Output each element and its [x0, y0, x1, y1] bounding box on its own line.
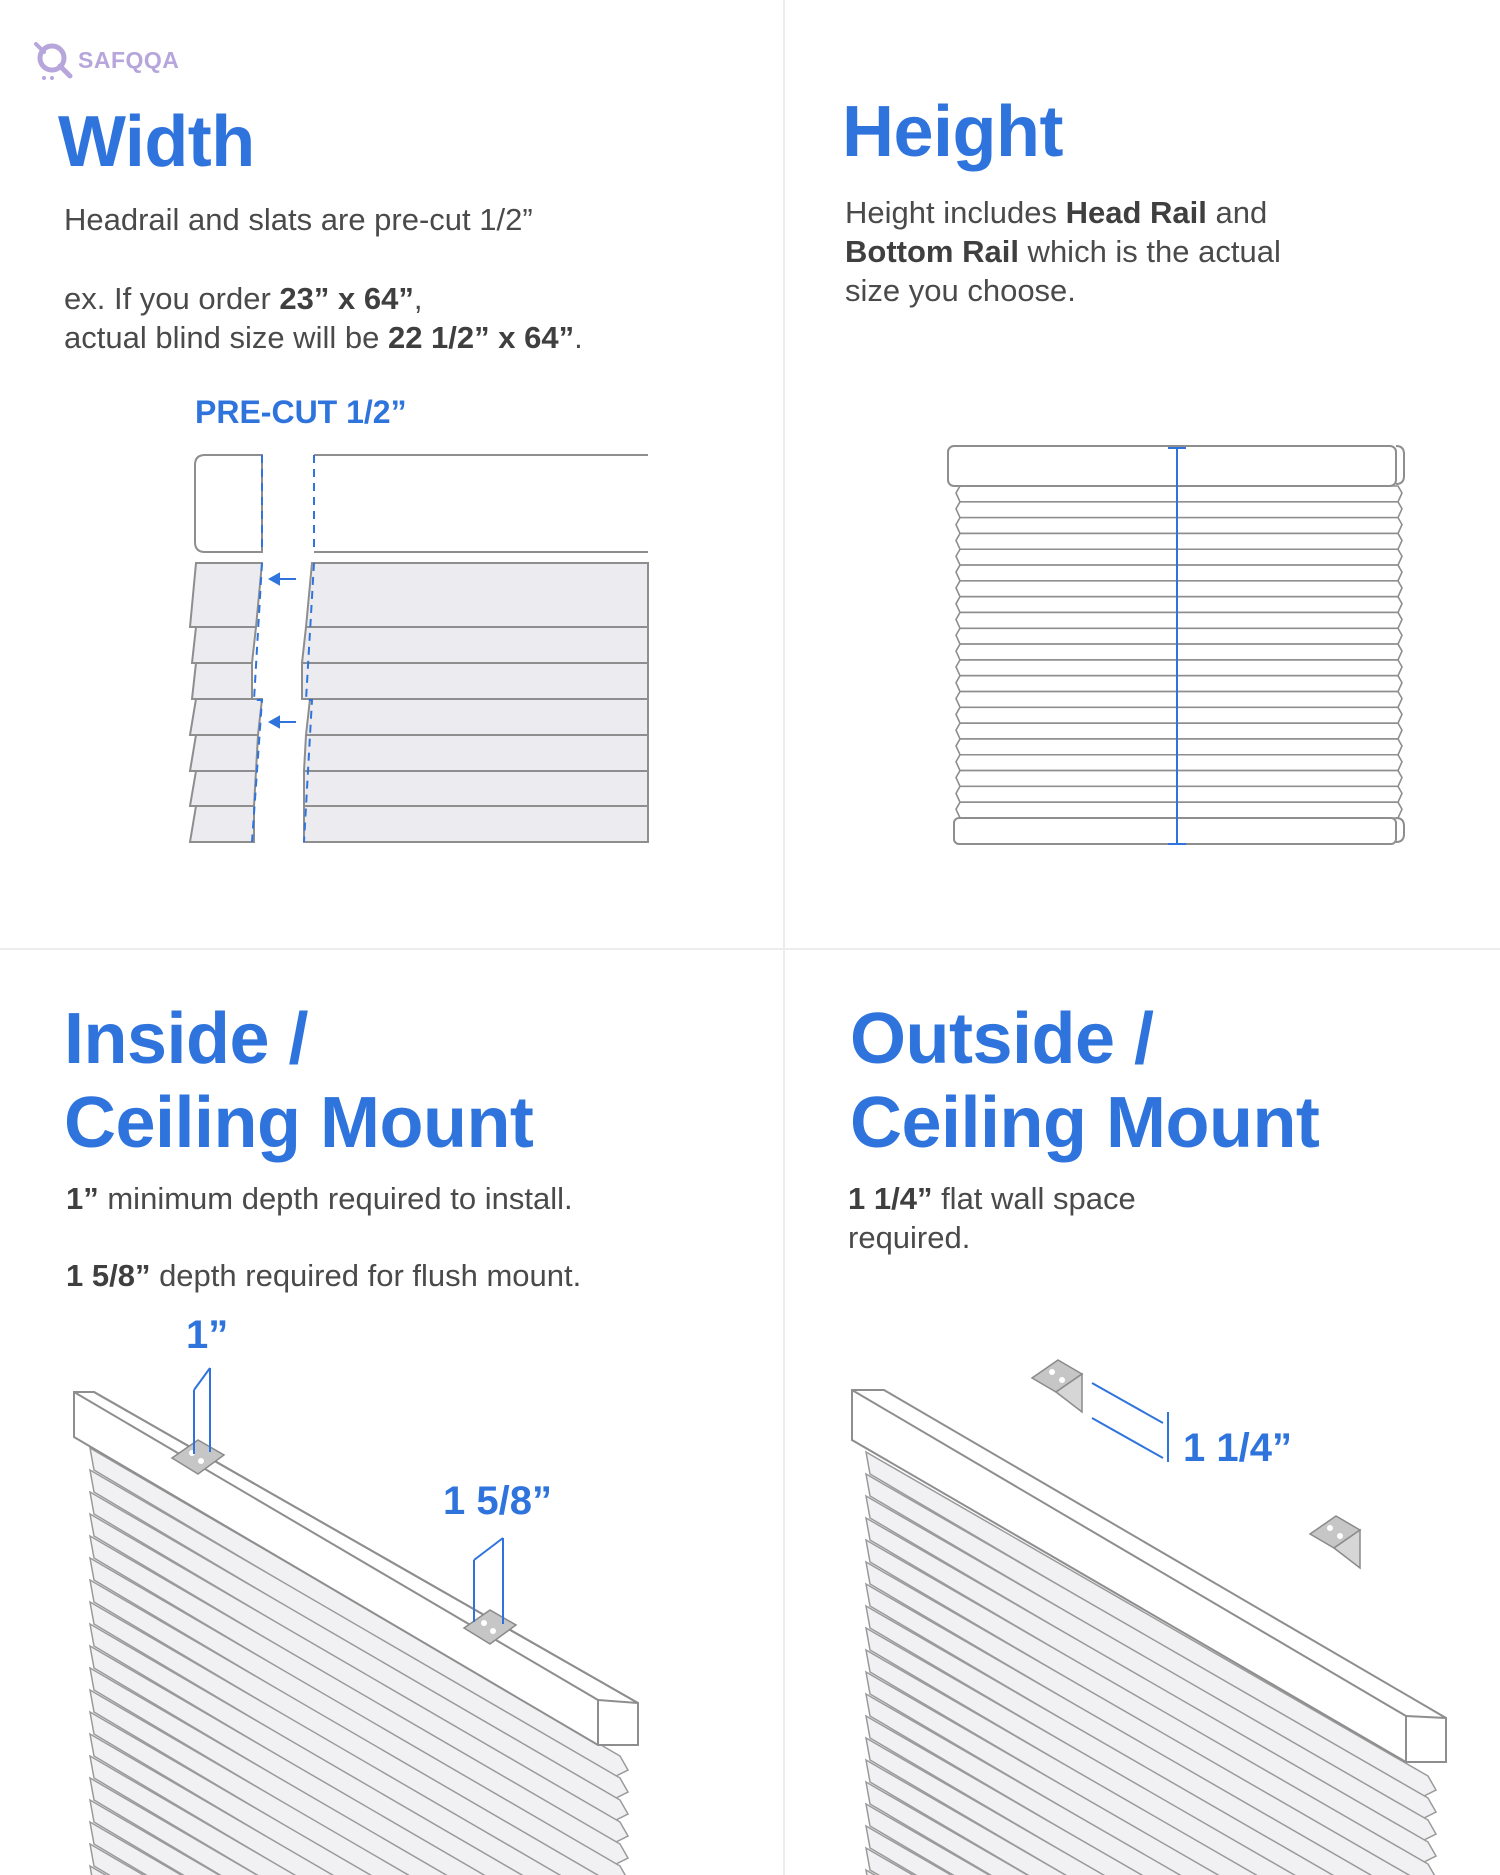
width-actual-prefix: actual blind size will be: [64, 320, 388, 355]
width-title: Width: [58, 102, 255, 182]
width-line-1: Headrail and slats are pre-cut 1/2”: [64, 202, 533, 237]
inside-depth-flush-text: depth required for flush mount.: [150, 1258, 582, 1293]
outside-title-line-2: Ceiling Mount: [850, 1083, 1320, 1163]
height-line-3: size you choose.: [845, 273, 1076, 308]
inside-measure-1: 1”: [186, 1313, 229, 1357]
inside-depth-min-text: minimum depth required to install.: [98, 1181, 573, 1216]
inside-depth-min: 1”: [66, 1181, 99, 1216]
height-p2: and: [1206, 195, 1268, 230]
precut-label: PRE-CUT 1/2”: [195, 394, 407, 430]
outside-title-line-1: Outside /: [850, 999, 1154, 1079]
width-ex-prefix: ex. If you order: [64, 281, 280, 316]
height-p1: Height includes: [845, 195, 1066, 230]
width-actual-size: 22 1/2” x 64”: [387, 320, 575, 355]
width-ex-order: 23” x 64”: [279, 281, 414, 316]
outside-space: 1 1/4”: [848, 1181, 933, 1216]
height-head-rail: Head Rail: [1065, 195, 1207, 230]
inside-title-line-2: Ceiling Mount: [64, 1083, 534, 1163]
inside-depth-flush: 1 5/8”: [66, 1258, 151, 1293]
width-actual-suffix: .: [574, 320, 583, 355]
height-p3: which is the actual: [1018, 234, 1281, 269]
outside-space-text: flat wall space: [932, 1181, 1136, 1216]
height-bottom-rail: Bottom Rail: [845, 234, 1019, 269]
inside-title-line-1: Inside /: [64, 999, 309, 1079]
width-ex-suffix: ,: [413, 281, 423, 316]
outside-measure: 1 1/4”: [1183, 1426, 1292, 1470]
brand-name: SAFQQA: [78, 46, 180, 73]
outside-line-2: required.: [848, 1220, 971, 1255]
height-title: Height: [842, 92, 1063, 172]
inside-measure-2: 1 5/8”: [443, 1479, 552, 1523]
